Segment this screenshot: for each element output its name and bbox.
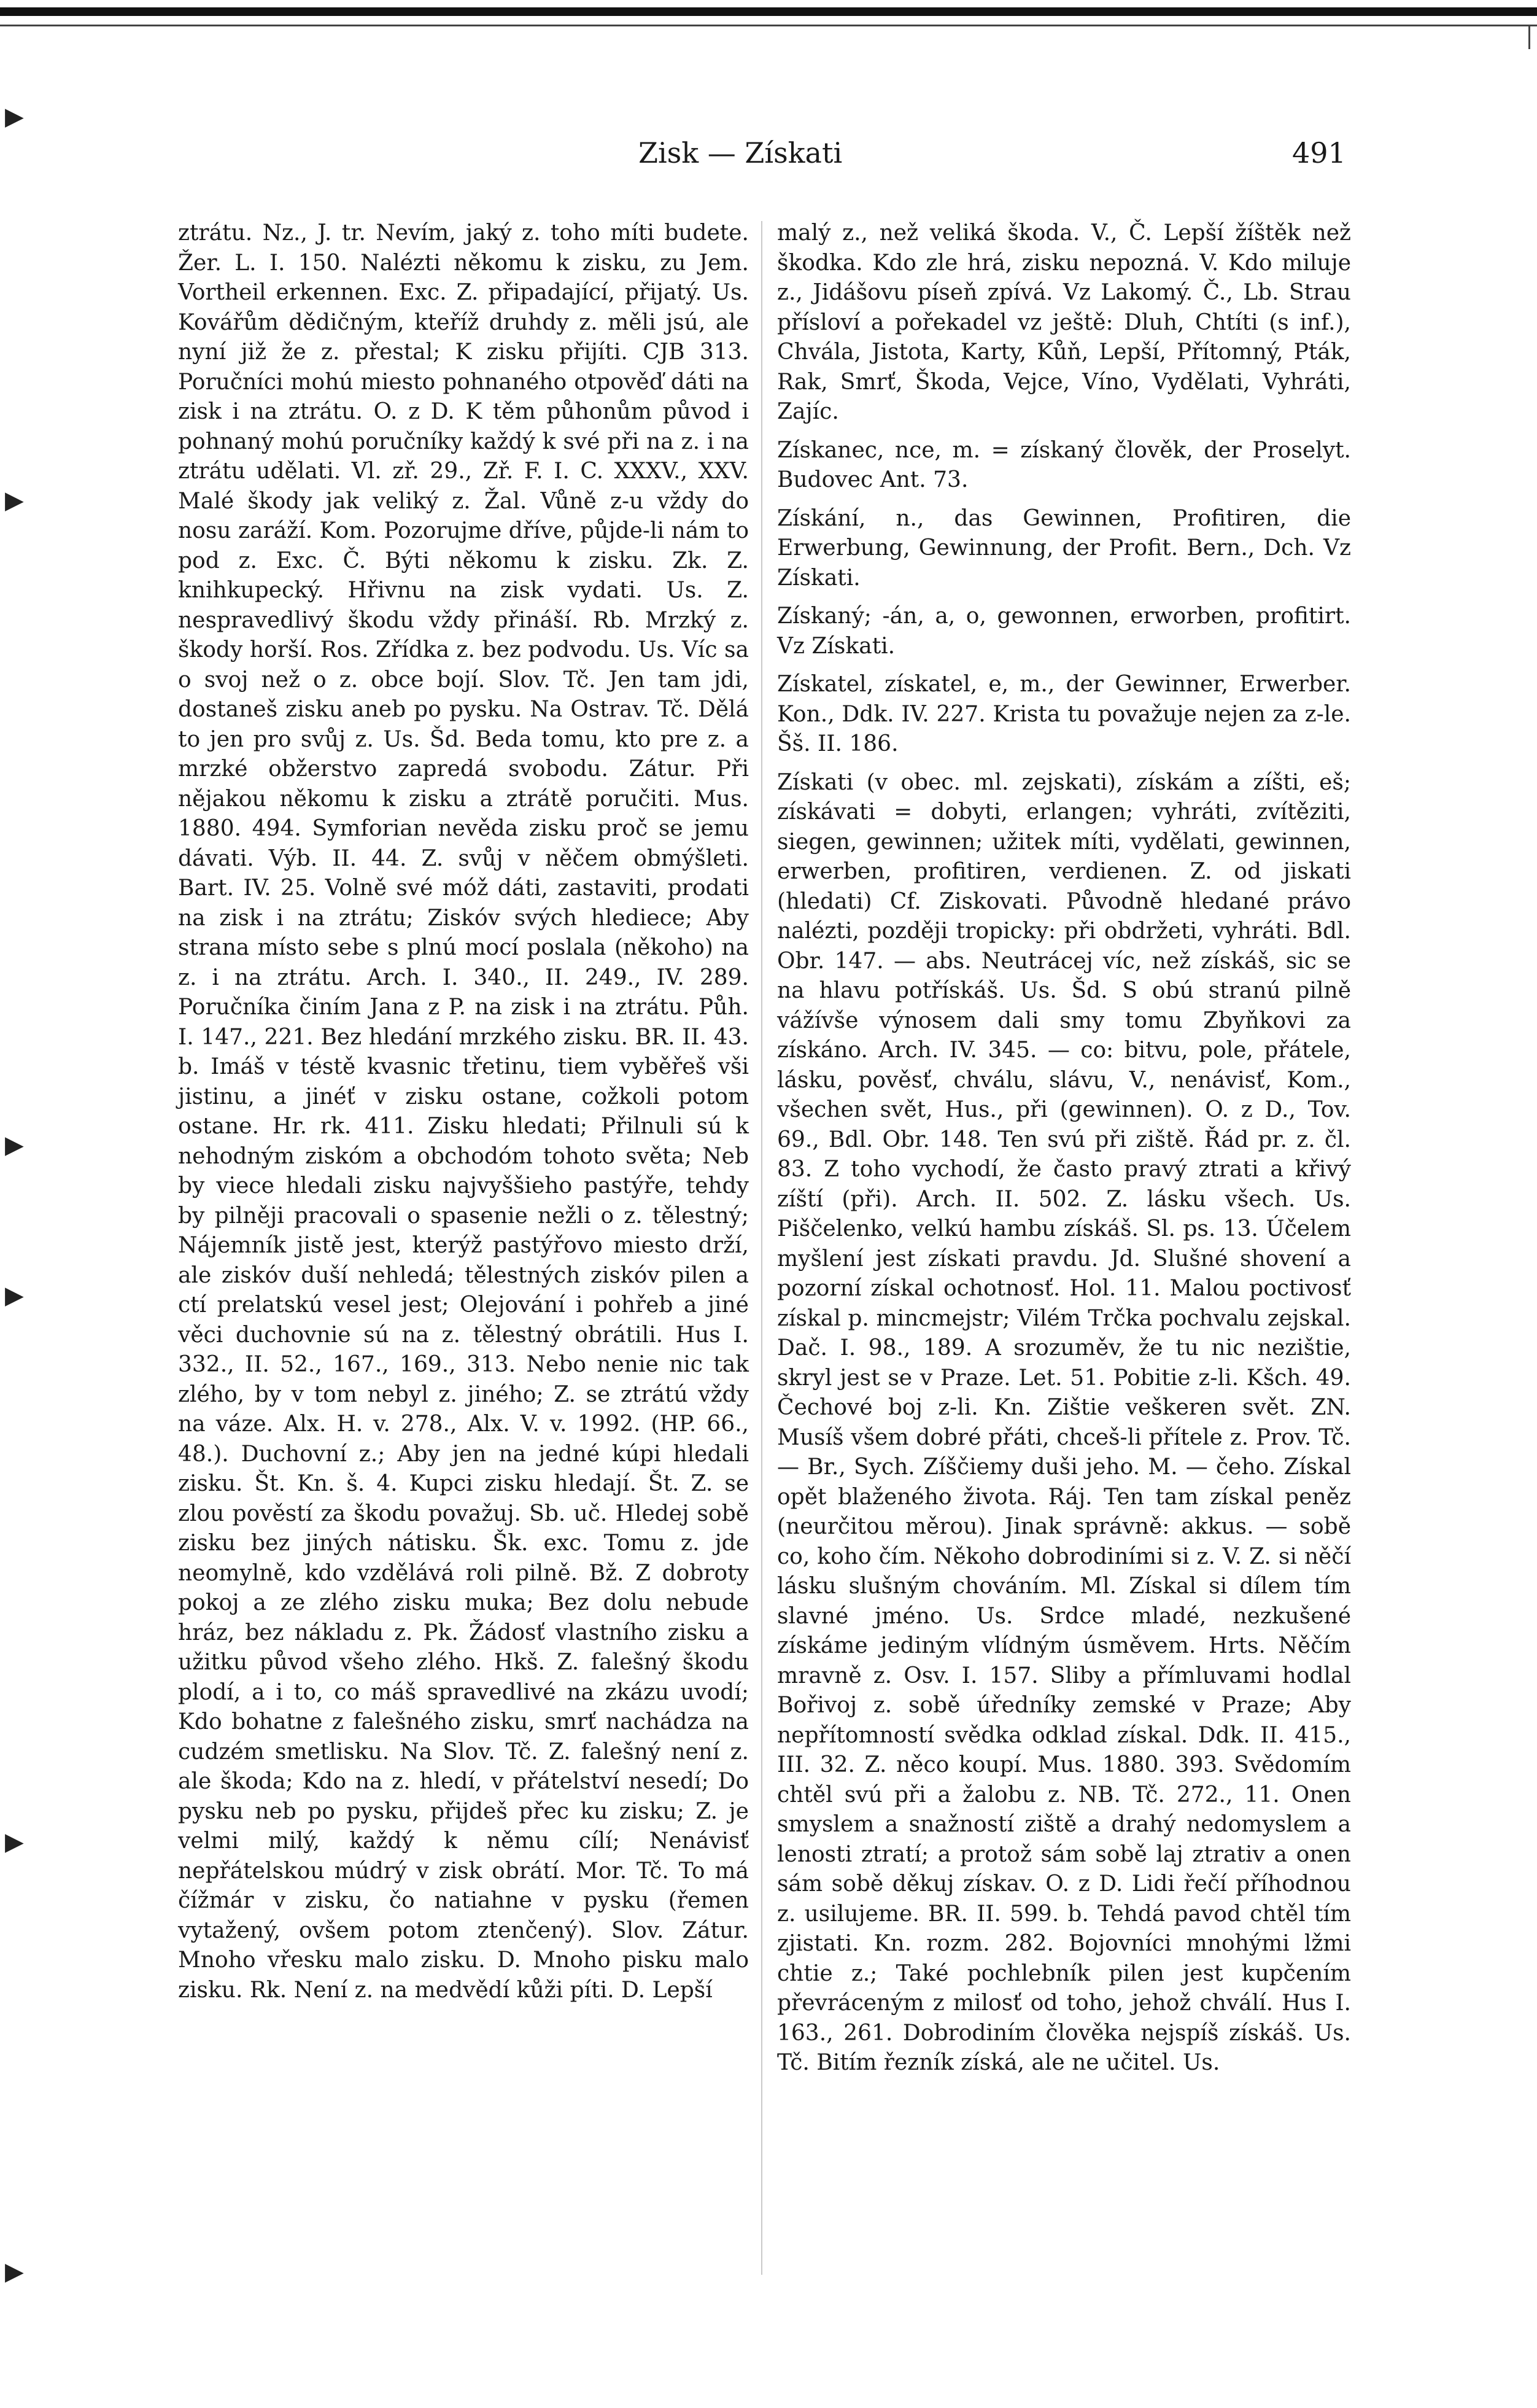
top-rule [0, 7, 1537, 16]
paragraph: malý z., než veliká škoda. V., Č. Lepší žíštěk než škodka. Kdo zle hrá, zisku nepozná. V. Kdo miluje z., Jidášovu píseň zpívá. Vz Lakomý. Č., Lb. Strau přísloví a pořekadel vz ještě: Dluh, Chtíti (s inf.), Chvála, Jistota, Karty, Kůň, Lepší, Přítomný, Pták, Rak, Smrť, Škoda, Vejce, Víno, Vydělati, Vyhráti, Zajíc. [777, 220, 1351, 424]
corner-tick [1528, 25, 1530, 49]
page-number: 491 [1292, 136, 1346, 169]
right-column [777, 219, 1351, 2078]
dictionary-entry: Získanec, nce, m. = získaný člověk, der Proselyt. Budovec Ant. 73. [777, 437, 1351, 492]
margin-arrow-mark: ▶ [5, 486, 24, 515]
margin-arrow-mark: ▶ [5, 1828, 24, 1856]
page-header [0, 129, 1537, 184]
left-column [178, 219, 749, 2005]
margin-arrow-mark: ▶ [5, 1281, 24, 1310]
top-rule-thin [0, 25, 1537, 26]
running-head: Zisk — Získati [638, 136, 843, 169]
dictionary-entry: Získatel, získatel, e, m., der Gewinner, Erwerber. Kon., Ddk. IV. 227. Krista tu považuje nejen za z-le. Šš. II. 186. [777, 672, 1351, 756]
dictionary-entry: Získati (v obec. ml. zejskati), získám a zíšti, eš; získávati = dobyti, erlangen; vyhráti, zvítěziti, siegen, gewinnen; užitek míti, vydělati, gewinnen, erwerben, profitiren, verdienen. Z. od jiskati (hledati) Cf. Ziskovati. Původně hledané právo nalézti, později tropicky: při obdržeti, vyhráti. Bdl. Obr. 147. — abs. Neutrácej víc, než získáš, sic se na hlavu potřískáš. Us. Šd. S obú stranú pilně vážívše výnosem dali smy tomu Zbyňkovi za získáno. Arch. IV. 345. — co: bitvu, pole, přátele, lásku, pověsť, chválu, slávu, V., nenávisť, Kom., všechen svět, Hus., při (gewinnen). O. z D., Tov. 69., Bdl. Obr. 148. Ten svú při ziště. Řád pr. z. čl. 83. Z toho vychodí, že často pravý ztrati a křivý zíští (při). Arch. II. 502. Z. lásku všech. Us. Piščelenko, velkú hambu získáš. Sl. ps. 13. Účelem myšlení jest získati pravdu. Jd. Slušné shovení a pozorní získal ochotnosť. Hol. 11. Malou poctivosť získal p. mincmejstr; Vilém Trčka pochvalu zejskal. Dač. I. 98., 189. A srozuměv, že tu nic nezištie, skryl jest se v Praze. Let. 51. Pobitie z-li. Kšch. 49. Čechové boj z-li. Kn. Zištie veškeren svět. ZN. Musíš všem dobré přáti, chceš-li přítele z. Prov. Tč. — Br., Sych. Zíščiemy duši jeho. M. — čeho. Získal opět blaženého života. Ráj. Ten tam získal peněz (neurčitou měrou). Jinak správně: akkus. — sobě co, koho čím. Někoho dobrodiními si z. V. Z. si něčí lásku slušným chováním. Ml. Získal si dílem tím slavné jméno. Us. Srdce mladé, nezkušené získáme jediným vlídným úsměvem. Hrts. Něčím mravně z. Osv. I. 157. Sliby a přímluvami hodlal Bořivoj z. sobě úředníky zemské v Praze; Aby nepřítomností svědka odklad získal. Ddk. II. 415., III. 32. Z. něco koupí. Mus. 1880. 393. Svědomím chtěl svú při a žalobu z. NB. Tč. 272., 11. Onen smyslem a snažností ziště a drahý nedomyslem a lenosti ztratí; a protož sám sobě laj ztrativ a onen sám sobě děkuj získav. O. z D. Lidi řečí příhodnou z. usilujeme. BR. II. 599. b. Tehdá pavod chtěl tím zjistati. Kn. rozm. 282. Bojovníci mnohými lžmi chtie z.; Také pochlebník pilen jest kupčením převráceným z milosť od toho, jehož chválí. Hus I. 163., 261. Dobrodiním člověka nejspíš získáš. Us. Tč. Bitím řezník získá, ale ne učitel. Us. [777, 769, 1351, 2075]
dictionary-entry: Získání, n., das Gewinnen, Profitiren, die Erwerbung, Gewinnung, der Profit. Bern., Dch. Vz Získati. [777, 505, 1351, 591]
margin-arrow-mark: ▶ [5, 2258, 24, 2286]
dictionary-entry: Získaný; -án, a, o, gewonnen, erworben, profitirt. Vz Získati. [777, 604, 1351, 659]
column-divider [761, 221, 762, 2275]
margin-arrow-mark: ▶ [5, 1131, 24, 1159]
paragraph: ztrátu. Nz., J. tr. Nevím, jaký z. toho míti budete. Žer. L. I. 150. Nalézti někomu k zisku, zu Jem. Vortheil erkennen. Exc. Z. připadající, přijatý. Us. Kovářům dědičným, kteříž druhdy z. měli jsú, ale nyní již že z. přestal; K zisku přijíti. CJB 313. Poručníci mohú miesto pohnaného otpověď dáti na zisk i na ztrátu. O. z D. K těm půhonům původ i pohnaný mohú poručníky každý k své při na z. i na ztrátu udělati. Vl. zř. 29., Zř. F. I. C. XXXV., XXV. Malé škody jak veliký z. Žal. Vůně z-u vždy do nosu zaráží. Kom. Pozorujme dříve, půjde-li nám to pod z. Exc. Č. Býti někomu k zisku. Zk. Z. knihkupecký. Hřivnu na zisk vydati. Us. Z. nespravedlivý škodu vždy přináší. Rb. Mrzký z. škody horší. Ros. Zřídka z. bez podvodu. Us. Víc sa o svoj než o z. obce bojí. Slov. Tč. Jen tam jdi, dostaneš zisku aneb po pysku. Na Ostrav. Tč. Dělá to jen pro svůj z. Us. Šd. Beda tomu, kto pre z. a mrzké obžerstvo zapredá svobodu. Zátur. Při nějakou někomu k zisku a ztrátě poručiti. Mus. 1880. 494. Symforian nevěda zisku proč se jemu dávati. Výb. II. 44. Z. svůj v něčem obmýšleti. Bart. IV. 25. Volně své móž dáti, zastaviti, prodati na zisk i na ztrátu; Ziskóv svých hlediece; Aby strana místo sebe s plnú mocí poslala (někoho) na z. i na ztrátu. Arch. I. 340., II. 249., IV. 289. Poručníka činím Jana z P. na zisk i na ztrátu. Půh. I. 147., 221. Bez hledání mrzkého zisku. BR. II. 43. b. Imáš v téstě kvasnic třetinu, tiem vyběřeš vši jistinu, a jinéť v zisku ostane, cožkoli potom ostane. Hr. rk. 411. Zisku hledati; Přilnuli sú k nehodným ziskóm a obchodóm tohoto světa; Neb by viece hledali zisku najvyššieho pastýře, tehdy by pilněji pracovali o spasenie nežli o z. tělestný; Nájemník jistě jest, kterýž pastýřovo miesto drží, ale ziskóv duší nehledá; tělestných ziskóv pilen a ctí prelatskú vesel jest; Olejování i pohřeb a jiné věci duchovnie sú na z. tělestný obrátili. Hus I. 332., II. 52., 167., 169., 313. Nebo nenie nic tak zlého, by v tom nebyl z. jiného; Z. se ztrátú vždy na váze. Alx. H. v. 278., Alx. V. v. 1992. (HP. 66., 48.). Duchovní z.; Aby jen na jedné kúpi hledali zisku. Št. Kn. š. 4. Kupci zisku hledají. Št. Z. se zlou pověstí za škodu považuj. Sb. uč. Hledej sobě zisku bez jiných nátisku. Šk. exc. Tomu z. jde neomylně, kdo vzdělává roli pilně. Bž. Z dobroty pokoj a ze zlého zisku muka; Bez dolu nebude hráz, bez nákladu z. Pk. Žádosť vlastního zisku a užitku původ všeho zlého. Hkš. Z. falešný škodu plodí, a i to, co máš spravedlivé na zkázu uvodí; Kdo bohatne z falešného zisku, smrť nachádza na cudzém smetlisku. Na Slov. Tč. Z. falešný není z. ale škoda; Kdo na z. hledí, v přátelství nesedí; Do pysku neb po pysku, přijdeš přec ku zisku; Z. je velmi milý, každý k němu cílí; Nenávisť nepřátelskou múdrý v zisk obrátí. Mor. Tč. To má čížmár v zisku, čo natiahne v pysku (řemen vytažený, ovšem potom ztenčený). Slov. Zátur. Mnoho vřesku malo zisku. D. Mnoho pisku malo zisku. Rk. Není z. na medvědí kůži píti. D. Lepší [178, 220, 749, 2003]
margin-arrow-mark: ▶ [5, 103, 24, 131]
